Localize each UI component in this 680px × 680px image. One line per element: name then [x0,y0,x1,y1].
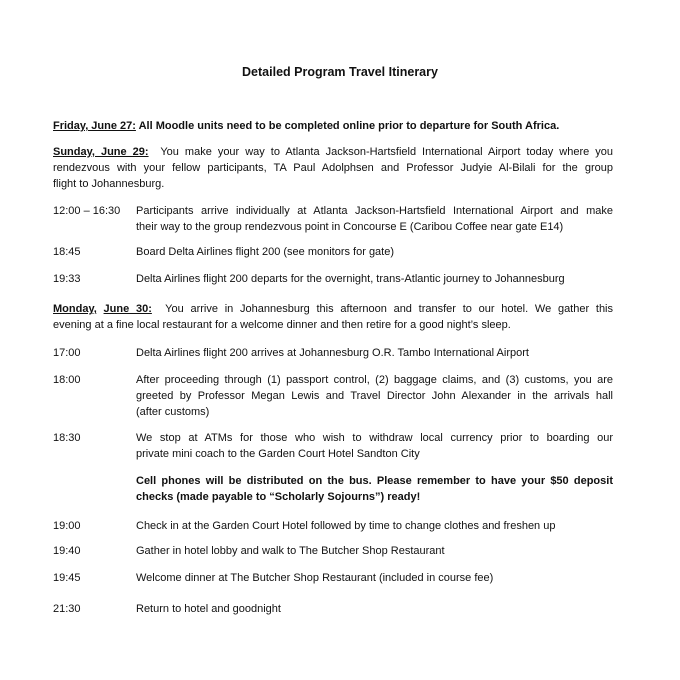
event-desc: Delta Airlines flight 200 departs for the overnight, trans-Atlantic journey to Johannesburg [136,273,565,285]
event-time: 21:30 [53,603,81,615]
event-desc: their way to the group rendezvous point in Concourse E (Caribou Coffee near gate E14) [136,221,564,233]
line-text: You arrive in Johannesburg this afternoon and transfer to our hotel. We gather this [165,303,614,315]
day-heading: Friday, June 27: [53,120,136,132]
event-desc: greeted by Professor Megan Lewis and Travel Director John Alexander in the arrivals hall [136,390,613,402]
event-time: 19:45 [53,572,81,584]
event-time: 19:40 [53,545,81,557]
date-heading: June 30: [103,303,152,315]
friday-text: All Moodle units need to be completed online prior to departure for South Africa. [135,120,560,132]
event-time: 19:33 [53,273,81,285]
monday-entry [53,301,613,333]
notice-line: checks (made payable to “Scholarly Sojourns”) ready! [136,491,421,503]
event-desc: Gather in hotel lobby and walk to The Butcher Shop Restaurant [136,545,445,557]
paragraph-line [53,301,613,317]
paragraph-line: rendezvous with your fellow participants, TA Paul Adolphsen and Professor Judyie Al-Bilali for the group [53,162,613,174]
paragraph-line: flight to Johannesburg. [53,178,165,190]
event-time: 12:00 – 16:30 [53,205,121,217]
event-desc: Delta Airlines flight 200 arrives at Johannesburg O.R. Tambo International Airport [136,347,529,359]
event-desc: After proceeding through (1) passport control, (2) baggage claims, and (3) customs, you are [136,374,613,386]
page-title: Detailed Program Travel Itinerary [242,65,438,79]
event-desc: Check in at the Garden Court Hotel followed by time to change clothes and freshen up [136,520,556,532]
event-time: 18:45 [53,246,81,258]
paragraph-line [53,144,613,160]
event-desc: Return to hotel and goodnight [136,603,281,615]
event-desc: Participants arrive individually at Atlanta Jackson-Hartsfield International Airport and make [136,205,613,217]
day-heading: Sunday, June 29: [53,146,149,158]
paragraph-line: evening at a fine local restaurant for a welcome dinner and then retire for a good night’s sleep. [53,319,511,331]
event-desc: We stop at ATMs for those who wish to withdraw local currency prior to boarding our [136,432,613,444]
event-desc: Board Delta Airlines flight 200 (see monitors for gate) [136,246,395,258]
line-text: You make your way to Atlanta Jackson-Hartsfield International Airport today where you [160,146,613,158]
notice-line: Cell phones will be distributed on the bus. Please remember to have your $50 deposit [136,475,613,487]
event-time: 19:00 [53,520,81,532]
event-desc: private mini coach to the Garden Court Hotel Sandton City [136,448,420,460]
event-time: 17:00 [53,347,81,359]
event-desc: (after customs) [136,406,210,418]
day-heading: Monday, [53,303,97,315]
friday-entry [53,118,613,134]
event-time: 18:00 [53,374,81,386]
sunday-entry [53,144,613,192]
event-desc: Welcome dinner at The Butcher Shop Restaurant (included in course fee) [136,572,494,584]
event-time: 18:30 [53,432,81,444]
